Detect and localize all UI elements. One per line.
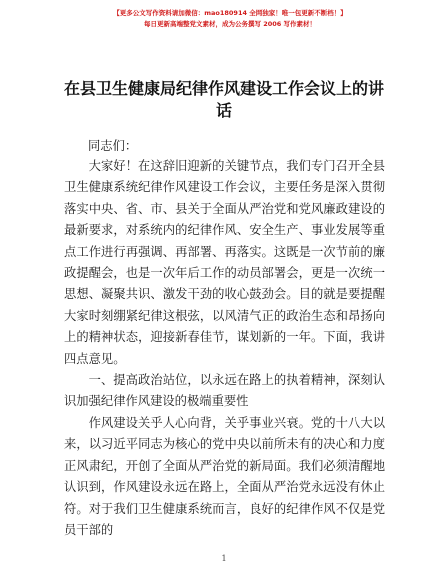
promo-banner	[100, 8, 360, 30]
paragraph-opening: 大家好！在这辞旧迎新的关键节点，我们专门召开全县卫生健康系统纪律作风建设工作会议，主要任务是深入贯彻落实中央、省、市、县关于全面从严治党和党风廉政建设的最新要求，对系统内的纪律作风、安全生产、事业发展等重点工作进行再强调、再部署、再落实。这既是一次节前的廉政提醒会，也是一次年后工作的动员部署会，更是一次统一思想、凝聚共识、激发干劲的收心鼓劲会。目的就是要提醒大家时刻绷紧纪律这根弦，以风清气正的政治生态和昂扬向上的精神状态，迎接新春佳节，谋划新的一年。下面，我讲四点意见。	[64, 159, 385, 366]
promo-banner-line-2: 每日更新高端整党文素材，成为公务撰写 2006 写作素材！	[143, 20, 317, 28]
document-title: 在县卫生健康局纪律作风建设工作会议上的讲话	[64, 79, 385, 120]
paragraph-section-1: 作风建设关乎人心向背，关乎事业兴衰。党的十八大以来，以习近平同志为核心的党中央以前所未有的决心和力度正风肃纪，开创了全面从严治党的新局面。我们必须清醒地认识到，作风建设永远在路上，全面从严治党永远没有休止符。对于我们卫生健康系统而言，良好的纪律作风不仅是党员干部的	[64, 415, 385, 537]
section-heading-1: 一、提高政治站位，以永远在路上的执着精神，深刻认识加强纪律作风建设的极端重要性	[64, 373, 385, 409]
salutation: 同志们：	[88, 139, 138, 153]
document-body	[64, 156, 385, 541]
promo-banner-line-1: 【更多公文写作资料请加微信：mao180914 全网独家！唯一包更新不断档！】	[113, 9, 347, 17]
page-number: 1	[221, 554, 227, 563]
